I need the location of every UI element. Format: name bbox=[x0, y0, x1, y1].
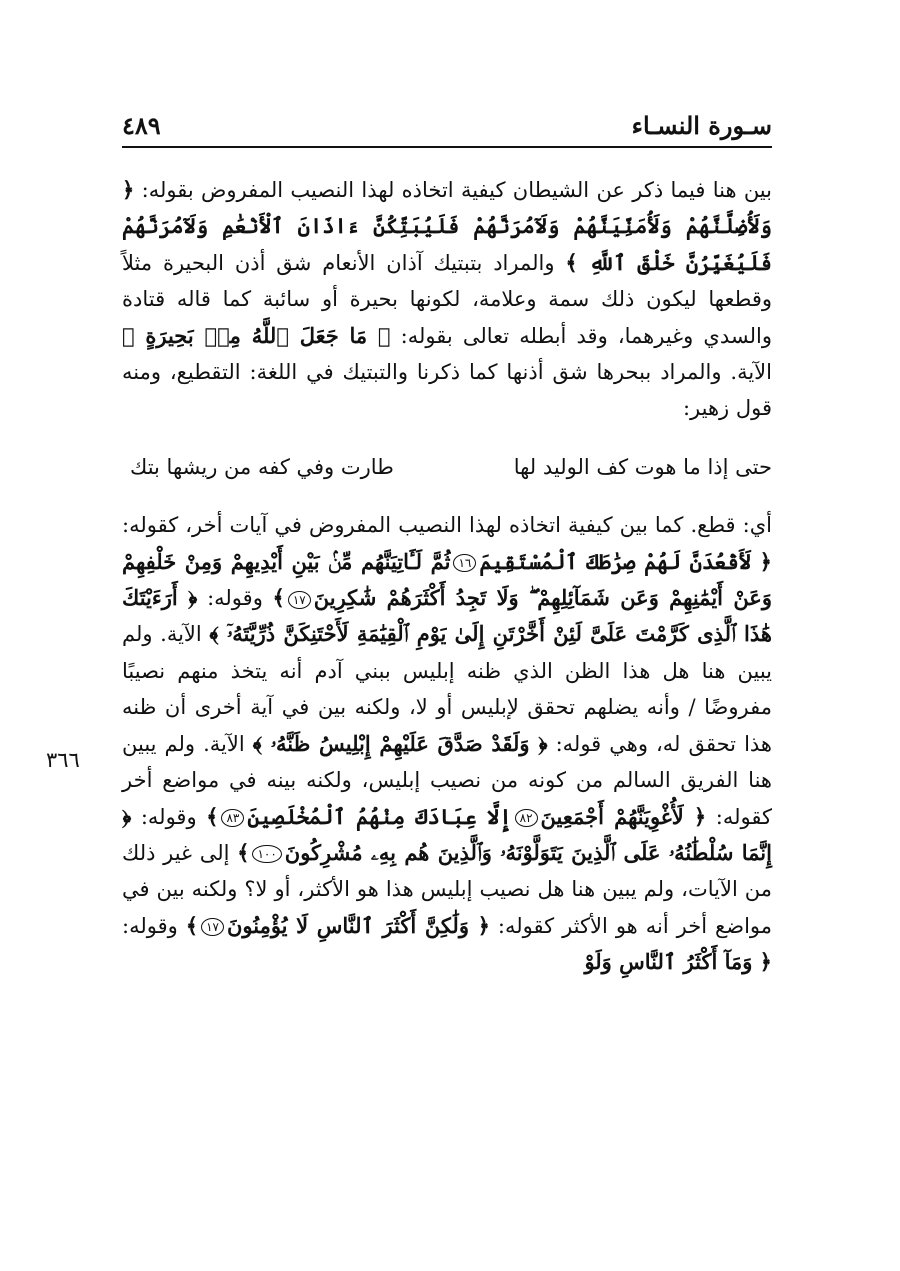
page-header bbox=[122, 100, 772, 148]
quran-quote: ﴾ bbox=[237, 839, 250, 865]
quran-quote: ﴿ أَرَءَيْتَكَ هَٰذَا ٱلَّذِى كَرَّمْتَ عَلَىَّ لَئِنْ أَخَّرْتَنِ إِلَىٰ يَوْمِ ٱلْقِيَٰمَةِ لَأَحْتَنِكَنَّ ذُرِّيَّتَهُۥٓ ﴾ bbox=[122, 585, 772, 647]
quran-quote: ﴿ وَلَقَدْ صَدَّقَ عَلَيْهِمْ إِبْلِيسُ ظَنَّهُۥ ﴾ bbox=[252, 730, 548, 756]
quran-quote: ﴿ إِنَّمَا سُلْطَٰنُهُۥ عَلَى ٱلَّذِينَ يَتَوَلَّوْنَهُۥ وَٱلَّذِينَ هُم بِهِۦ مُشْرِكُونَ bbox=[122, 803, 772, 865]
text-run: بين هنا فيما ذكر عن الشيطان كيفية اتخاذه لهذا النصيب المفروض بقوله: bbox=[134, 178, 772, 202]
paragraph-1 bbox=[122, 172, 772, 427]
margin-reference-number: ٣٦٦ bbox=[46, 748, 80, 772]
page-body bbox=[122, 172, 772, 981]
quran-quote: ﴿ لَأَقْعُدَنَّ لَهُمْ صِرَٰطَكَ ٱلْمُسْتَقِيمَ bbox=[479, 548, 772, 574]
quran-quote: ﴾ bbox=[206, 803, 219, 829]
text-run: وقوله: bbox=[197, 586, 273, 611]
ayah-number-marker: ١٠٠ bbox=[252, 845, 281, 863]
ayah-number-marker: ٨٣ bbox=[221, 809, 244, 827]
quran-quote: ﴿ وَلَأُضِلَّنَّهُمْ وَلَأُمَنِّيَنَّهُمْ وَلَآمُرَنَّهُمْ فَلَيُبَتِّكُنَّ ءَاذَانَ ٱلْأَنْعَٰمِ وَلَآمُرَنَّهُمْ فَلَيُغَيِّرُنَّ خَلْقَ ٱللَّهِ ﴾ bbox=[122, 177, 772, 275]
text-run: أي: قطع. كما بين كيفية اتخاذه لهذا النصيب المفروض في آيات أخر، كقوله: bbox=[122, 513, 772, 538]
paragraph-2 bbox=[122, 507, 772, 980]
quran-quote: ﴾ bbox=[272, 585, 285, 611]
text-run: الآية. والمراد ببحرها شق أذنها كما ذكرنا والتبتيك في اللغة: التقطيع، ومنه قول زهير: bbox=[122, 360, 772, 421]
ayah-number-marker: ١٦ bbox=[453, 554, 476, 572]
ayah-number-marker: ١٧ bbox=[201, 918, 224, 936]
spacer bbox=[122, 427, 772, 449]
poem-hemistich-second: طارت وفي كفه من ريشها بتك bbox=[130, 454, 394, 479]
quran-quote: ﴿ مَا جَعَلَ ٱللَّهُ مِنۢ بَحِيرَةٍ ﴾ bbox=[122, 322, 391, 348]
quran-quote: ﴿ وَلَٰكِنَّ أَكْثَرَ ٱلنَّاسِ لَا يُؤْمِنُونَ bbox=[226, 912, 490, 938]
page-number: ٤٨٩ bbox=[122, 111, 161, 140]
spacer bbox=[122, 485, 772, 507]
text-run: والمراد بتبتيك آذان الأنعام شق أذن البحيرة مثلاً وقطعها ليكون ذلك سمة وعلامة، لكونها بحيرة أو سائبة كما قاله قتادة والسدي وغيرهما، وقد أبطله تعالى بقوله: bbox=[122, 250, 772, 348]
text-run: الآية. ولم يبين هنا الفريق السالم من كونه من نصيب إبليس، ولكنه بينه في مواضع أخر كقوله: bbox=[122, 731, 772, 829]
text-run: وقوله: bbox=[122, 913, 186, 938]
surah-title: سـورة النسـاء bbox=[631, 111, 772, 140]
quran-quote: ﴿ لَأُغْوِيَنَّهُمْ أَجْمَعِينَ bbox=[540, 803, 707, 829]
text-run: الآية. ولم يبين هنا هل هذا الظن الذي ظنه إبليس ببني آدم أنه يتخذ منهم نصيبًا مفروضًا / وأنه يضلهم تحقق لإبليس أو لا، ولكنه بين في آية أخرى أن ظنه هذا تحقق له، وهي قوله: bbox=[122, 622, 773, 756]
poem-verse bbox=[130, 449, 772, 485]
quran-quote: إِلَّا عِبَادَكَ مِنْهُمُ ٱلْمُخْلَصِينَ bbox=[247, 803, 512, 829]
quran-quote: ثُمَّ لَـَٔاتِيَنَّهُم مِّنۢ بَيْنِ أَيْدِيهِمْ وَمِنْ خَلْفِهِمْ وَعَنْ أَيْمَٰنِهِمْ وَعَن شَمَآئِلِهِمْ ۖ وَلَا تَجِدُ أَكْثَرَهُمْ شَٰكِرِينَ bbox=[122, 548, 772, 611]
quran-quote: ﴾ bbox=[185, 912, 199, 938]
text-run: إلى غير ذلك من الآيات، ولم يبين هنا هل نصيب إبليس هذا هو الأكثر، أو لا؟ ولكنه بين في مواضع أخر أنه هو الأكثر كقوله: bbox=[122, 840, 773, 938]
quran-quote: ﴿ وَمَآ أَكْثَرُ ٱلنَّاسِ وَلَوْ bbox=[584, 949, 772, 975]
poem-hemistich-first: حتى إذا ما هوت كف الوليد لها bbox=[513, 454, 772, 479]
text-run: وقوله: bbox=[131, 804, 207, 829]
ayah-number-marker: ٨٢ bbox=[515, 809, 538, 827]
ayah-number-marker: ١٧ bbox=[288, 591, 311, 609]
